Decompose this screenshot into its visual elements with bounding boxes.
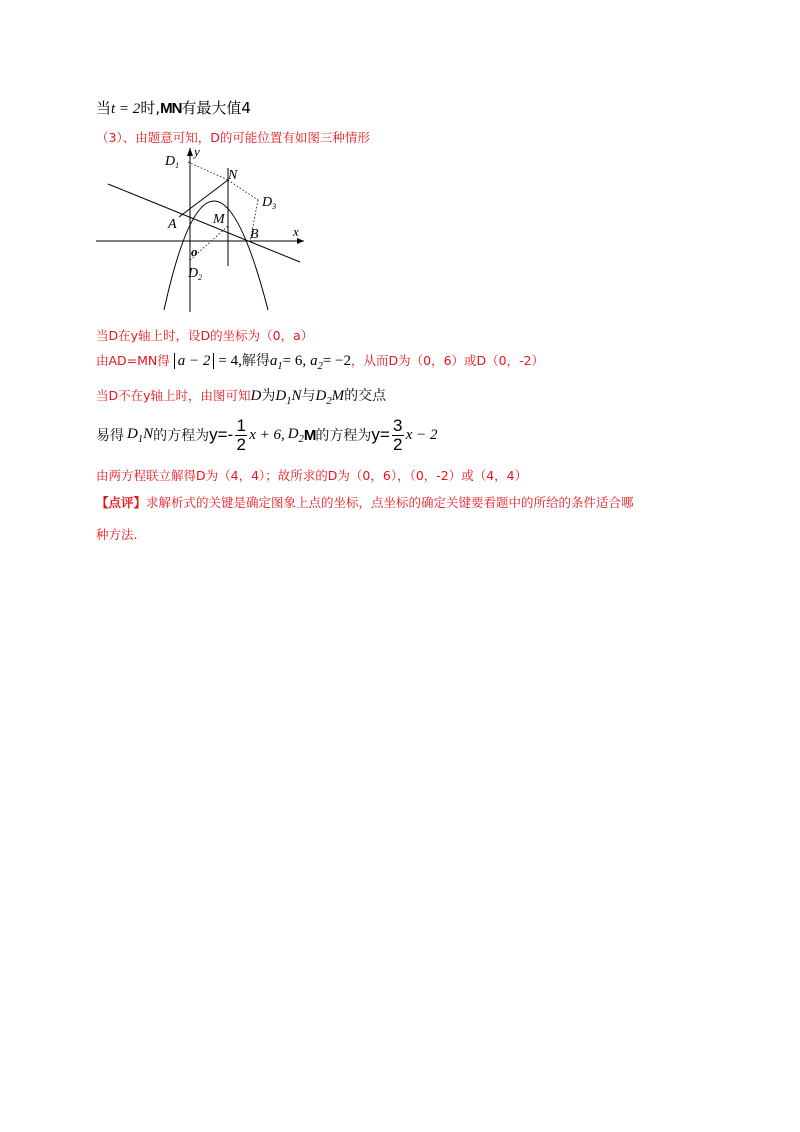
label-o: o <box>191 244 198 259</box>
case2-lead: 当D不在y轴上时，由图可知 <box>96 388 251 403</box>
a2-value: = −2 <box>322 353 351 369</box>
case1-line: 当D在y轴上时，设D的坐标为（0，a） <box>96 328 314 343</box>
a1-symbol: a <box>269 353 278 369</box>
case2-d2-m: M <box>331 388 345 404</box>
comment-tag: 【点评】 <box>96 495 147 510</box>
a2-subscript: 2 <box>317 361 323 372</box>
eq-d2-sub: 2 <box>298 433 304 445</box>
eq-d2: D <box>287 425 299 442</box>
fraction-one-half <box>235 417 247 454</box>
mn-label: MN <box>160 100 182 117</box>
eq-f1-rest: x + 6, <box>249 426 285 443</box>
a1-subscript: 1 <box>277 361 283 372</box>
label-d2: $D_2$ <box>188 266 203 282</box>
case2-yu: 与 <box>301 388 316 404</box>
comment-line-1 <box>96 493 634 511</box>
label-d3: $D_3$ <box>262 195 277 211</box>
frac1-den: 2 <box>236 434 246 454</box>
parabola-figure <box>92 146 312 316</box>
eq-f2-rest: x − 2 <box>405 426 438 443</box>
case2-d2-sub: 2 <box>326 396 332 407</box>
case2-d1-sub: 1 <box>286 396 292 407</box>
eq-n: N <box>143 425 154 442</box>
case2-d: D <box>250 388 262 404</box>
eq-lead: 易得 <box>96 428 124 444</box>
frac2-num: 3 <box>393 415 403 435</box>
case2-d1-d: D <box>275 388 287 404</box>
case2-tail: 的交点 <box>344 388 387 404</box>
eq-m: M <box>303 426 316 444</box>
comment-body-1: 求解析式的关键是确定图象上点的坐标，点坐标的确定关键要看题中的所给的条件适合哪 <box>146 495 634 510</box>
eq-d1-sub: 1 <box>137 433 144 445</box>
eq-fangcheng1: 的方程为 <box>153 428 210 444</box>
a2-symbol: a <box>310 353 318 369</box>
t-expression: t = 2 <box>111 101 141 117</box>
label-n: N <box>228 168 238 183</box>
case2-d2-d: D <box>315 388 327 404</box>
label-y: y <box>194 146 200 159</box>
abs-equals: = 4, <box>218 353 242 369</box>
y-axis-arrow <box>187 148 193 156</box>
case1-solution-line <box>96 351 544 377</box>
text-suffix: 有最大值4 <box>181 99 251 117</box>
case1-lead: 由AD=MN得 <box>96 353 170 368</box>
case2-d1-n: N <box>291 388 302 404</box>
text-mid: 时, <box>140 99 161 117</box>
abs-expression: a − 2 <box>174 353 215 369</box>
label-a: A <box>168 217 177 232</box>
frac1-num: 1 <box>236 415 246 435</box>
solve-text: 解得 <box>241 353 270 369</box>
comment-line-2: 种方法. <box>96 527 138 542</box>
eq-y1: y=- <box>209 425 234 444</box>
eq-fangcheng2: 的方程为 <box>315 428 372 444</box>
label-m: M <box>213 212 225 227</box>
label-d1: $D_1$ <box>165 154 180 170</box>
dotted-n-d3 <box>228 180 258 200</box>
case2-wei: 为 <box>261 388 276 404</box>
case2-line <box>96 385 386 407</box>
text-prefix: 当 <box>96 99 112 117</box>
part3-heading: （3）、由题意可知，D的可能位置有如图三种情形 <box>96 130 370 145</box>
label-b: B <box>250 227 259 242</box>
eq-d1: D <box>127 425 138 442</box>
label-x: x <box>293 224 299 239</box>
fraction-three-halves <box>392 417 404 454</box>
max-value-line <box>96 97 251 118</box>
case1-tail: ，从而D为（0，6）或D（0，-2） <box>350 353 545 368</box>
frac2-den: 2 <box>393 434 403 454</box>
eq-y2: y= <box>371 425 390 444</box>
a1-value: = 6, <box>282 353 307 369</box>
equation-line <box>96 413 438 457</box>
dotted-d1-n <box>188 162 228 180</box>
conclusion-line: 由两方程联立解得D为（4，4）；故所求的D为（0，6），（0，-2）或（4，4） <box>96 468 528 483</box>
